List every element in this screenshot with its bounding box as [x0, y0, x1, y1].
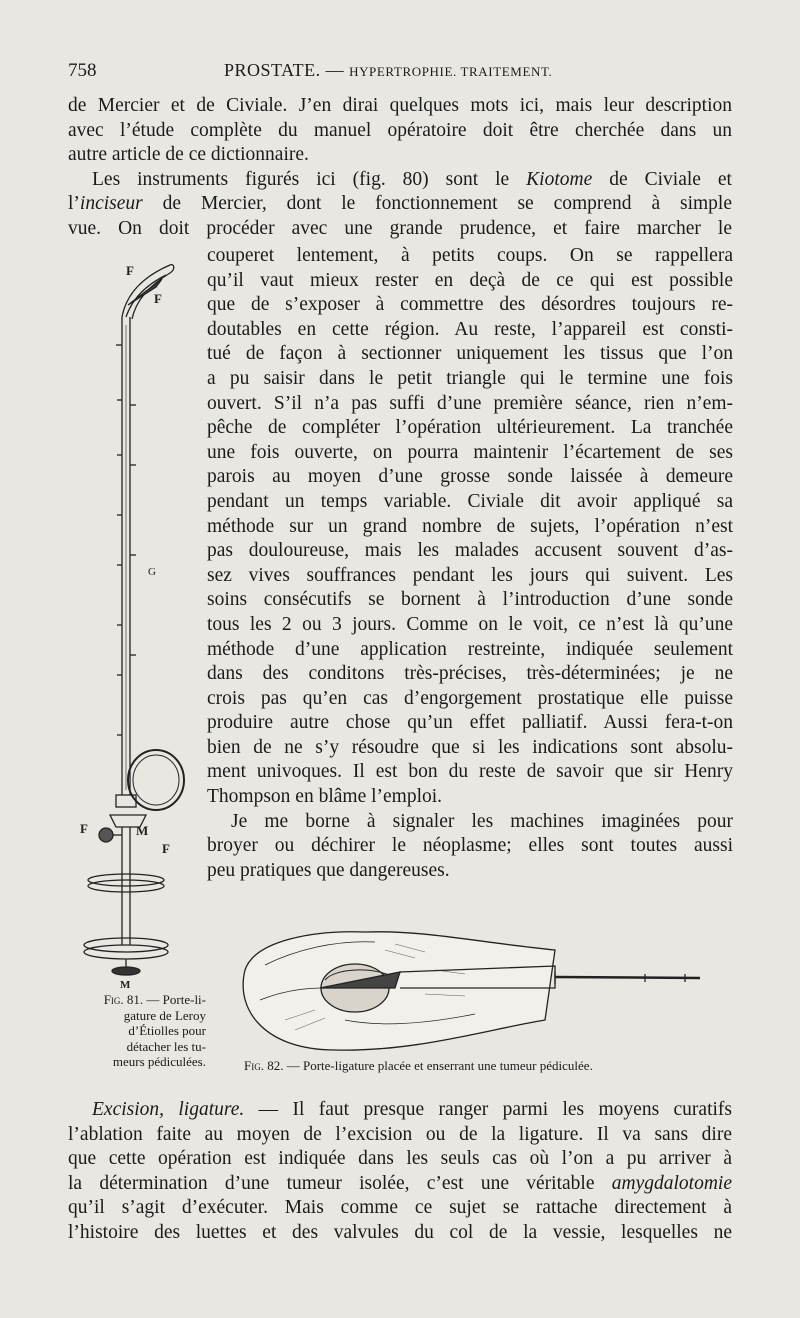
text-line: la détermination d’une tumeur isolée, c’est une véritable amygdalotomie: [68, 1172, 732, 1194]
text-line: tué de façon à sectionner uniquement les tissus que l’on: [207, 343, 733, 365]
subtitle-text: HYPERTROPHIE. TRAITEMENT.: [349, 64, 553, 79]
title-dash: —: [320, 60, 350, 80]
figure-81-caption: Fig. 81. — Porte-li- gature de Leroy d’Étiolles pour détacher les tu- meurs pédiculées.: [103, 992, 206, 1069]
text-line: avec l’étude complète du manuel opératoire doit être cherchée dans un: [68, 119, 732, 141]
text-line: dans des conditons très-précises, très-déterminées; je ne: [207, 663, 733, 685]
text-line: peu pratiques que dangereuses.: [207, 859, 450, 881]
fig81-label-m-base: M: [120, 979, 131, 990]
figure-82-illustration: [225, 910, 715, 1060]
section-heading-excision: Excision, ligature.: [92, 1099, 245, 1120]
text-line: bien de ne s’y résoudre que si les indications sont absolu-: [207, 736, 733, 758]
term-kiotome: Kiotome: [526, 168, 593, 190]
text-line: ouvert. S’il n’a pas suffi d’une première séance, rien n’em-: [207, 392, 733, 414]
text-line: pendant un temps variable. Civiale dit avoir appliqué sa: [207, 490, 733, 512]
text-line: qu’il s’agit d’exécuter. Mais comme ce sujet se rattache directement à: [68, 1197, 732, 1219]
text-line: méthode sur un grand nombre de sujets, l’opération n’est: [207, 515, 733, 537]
fig81-label-g: G: [148, 566, 156, 578]
term-inciseur: inciseur: [79, 193, 143, 215]
text-line: l’ablation faite au moyen de l’excision ou de la ligature. Il va sans dire: [68, 1123, 732, 1145]
text-line: parois au moyen d’une grosse sonde laissée à demeure: [207, 466, 733, 488]
fig82-caption-text: — Porte-ligature placée et enserrant une tumeur pédiculée.: [283, 1058, 593, 1073]
text-line: doutables en cette région. Au reste, l’appareil est consti-: [207, 318, 733, 340]
fig81-label-f-right: F: [162, 841, 170, 856]
body-text-top: [68, 94, 732, 242]
text-line: méthode d’une application restreinte, indiquée seulement: [207, 638, 733, 660]
term-amygdalotomie: amygdalotomie: [611, 1172, 732, 1194]
text-line: a pu saisir dans le petit triangle qui le termine une fois: [207, 367, 733, 389]
fig81-label-f-left: F: [80, 821, 88, 836]
text-line: tous les 2 ou 3 jours. Comme on le voit, ce n’est là qu’une: [207, 613, 733, 635]
body-text-column: [207, 244, 733, 883]
text-line: de Mercier et de Civiale. J’en dirai quelques mots ici, mais leur description: [68, 95, 732, 116]
fig82-caption-label: Fig. 82.: [244, 1058, 284, 1073]
running-header: [68, 60, 732, 86]
text-line: broyer ou déchirer le néoplasme; elles sont toutes aussi: [207, 835, 733, 857]
text-line: l’inciseur de Mercier, dont le fonctionnement se comprend à simple: [68, 193, 732, 215]
fig81-label-f-tip: F: [154, 291, 162, 306]
text-line: autre article de ce dictionnaire.: [68, 144, 309, 166]
text-line: Les instruments figurés ici (fig. 80) sont le Kiotome de Civiale et: [92, 168, 732, 190]
text-line: sez vives souffrances pendant les jours qui suivent. Les: [207, 564, 733, 586]
text-line: produire autre chose qu’un effet palliatif. Aussi fera-t-on: [207, 712, 733, 734]
text-line: une fois ouverte, on pourra maintenir l’écartement de ses: [207, 441, 733, 463]
running-title: [224, 60, 552, 81]
text-line: qu’il vaut mieux rester en deçà de ce qui est possible: [207, 269, 733, 291]
text-line: que de s’exposer à commettre des désordres toujours re-: [207, 294, 733, 316]
figure-81-illustration: [70, 255, 200, 990]
body-text-bottom: [68, 1098, 732, 1246]
text-line: couperet lentement, à petits coups. On se rappellera: [207, 245, 733, 266]
text-line: soins consécutifs se bornent à l’introduction d’une sonde: [207, 589, 733, 611]
text-line: ment univoques. Il est bon du reste de savoir que sir Henry: [207, 761, 733, 783]
text-line: vue. On doit procéder avec une grande prudence, et faire marcher le: [68, 217, 732, 239]
text-line: l’histoire des luettes et des valvules du col de la vessie, lesquelles ne: [68, 1221, 732, 1243]
fig81-label-f-top: F: [126, 263, 134, 278]
text-line: crois pas qu’en cas d’engorgement prostatique elle puisse: [207, 687, 733, 709]
text-line: Thompson en blâme l’emploi.: [207, 786, 443, 808]
figure-82-caption: [244, 1058, 704, 1073]
fig81-label-m: M: [136, 823, 149, 838]
text-line: Je me borne à signaler les machines imaginées pour: [231, 810, 733, 832]
text-line: pas douloureuse, mais les malades accusent souvent d’as-: [207, 540, 733, 562]
page-number: 758: [68, 60, 97, 81]
title-text: PROSTATE.: [224, 60, 321, 80]
text-line: que cette opération est indiquée dans les seuls cas où l’on a pu arriver à: [68, 1148, 732, 1170]
text-line: pêche de compléter l’opération ultérieurement. La tranchée: [207, 417, 733, 439]
text-line: Excision, ligature. — Il faut presque ranger parmi les moyens curatifs: [92, 1099, 732, 1120]
fig81-caption-label: Fig. 81.: [103, 992, 144, 1007]
